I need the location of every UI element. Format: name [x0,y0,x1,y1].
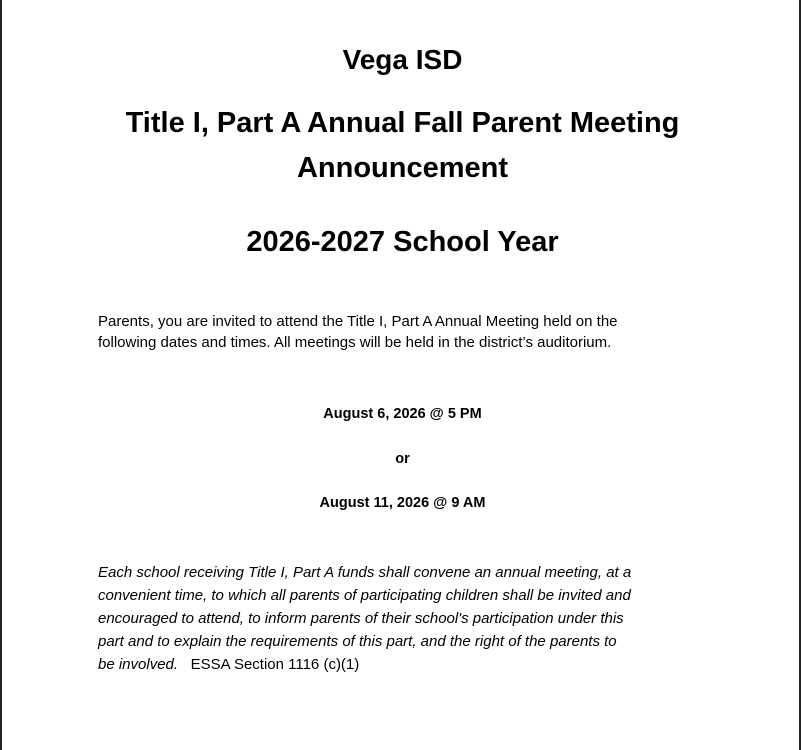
or-separator: or [395,451,410,467]
quote-line: encouraged to attend, to inform parents of their school's participation under this [98,610,624,627]
school-year-heading: 2026-2027 School Year [246,226,559,258]
quote-line-last [98,653,718,676]
meeting-date-2: August 11, 2026 @ 9 AM [319,495,486,511]
essa-quote [98,561,718,676]
title-line-2: Announcement [296,152,509,184]
intro-line: Parents, you are invited to attend the Title I, Part A Annual Meeting held on the [98,313,618,330]
quote-line: Each school receiving Title I, Part A funds shall convene an annual meeting, at a [98,564,632,581]
citation: ESSA Section 1116 (c)(1) [190,656,360,673]
meeting-date-1: August 6, 2026 @ 5 PM [323,406,482,422]
title-line-1: Title I, Part A Annual Fall Parent Meeting [125,107,680,139]
intro-paragraph [98,311,718,353]
intro-line: following dates and times. All meetings will be held in the district’s auditorium. [98,334,612,351]
quote-line: convenient time, to which all parents of participating children shall be invited and [98,587,631,604]
quote-line-end: be involved. [98,656,179,673]
district-name: Vega ISD [342,44,463,75]
quote-line: part and to explain the requirements of this part, and the right of the parents to [98,633,617,650]
